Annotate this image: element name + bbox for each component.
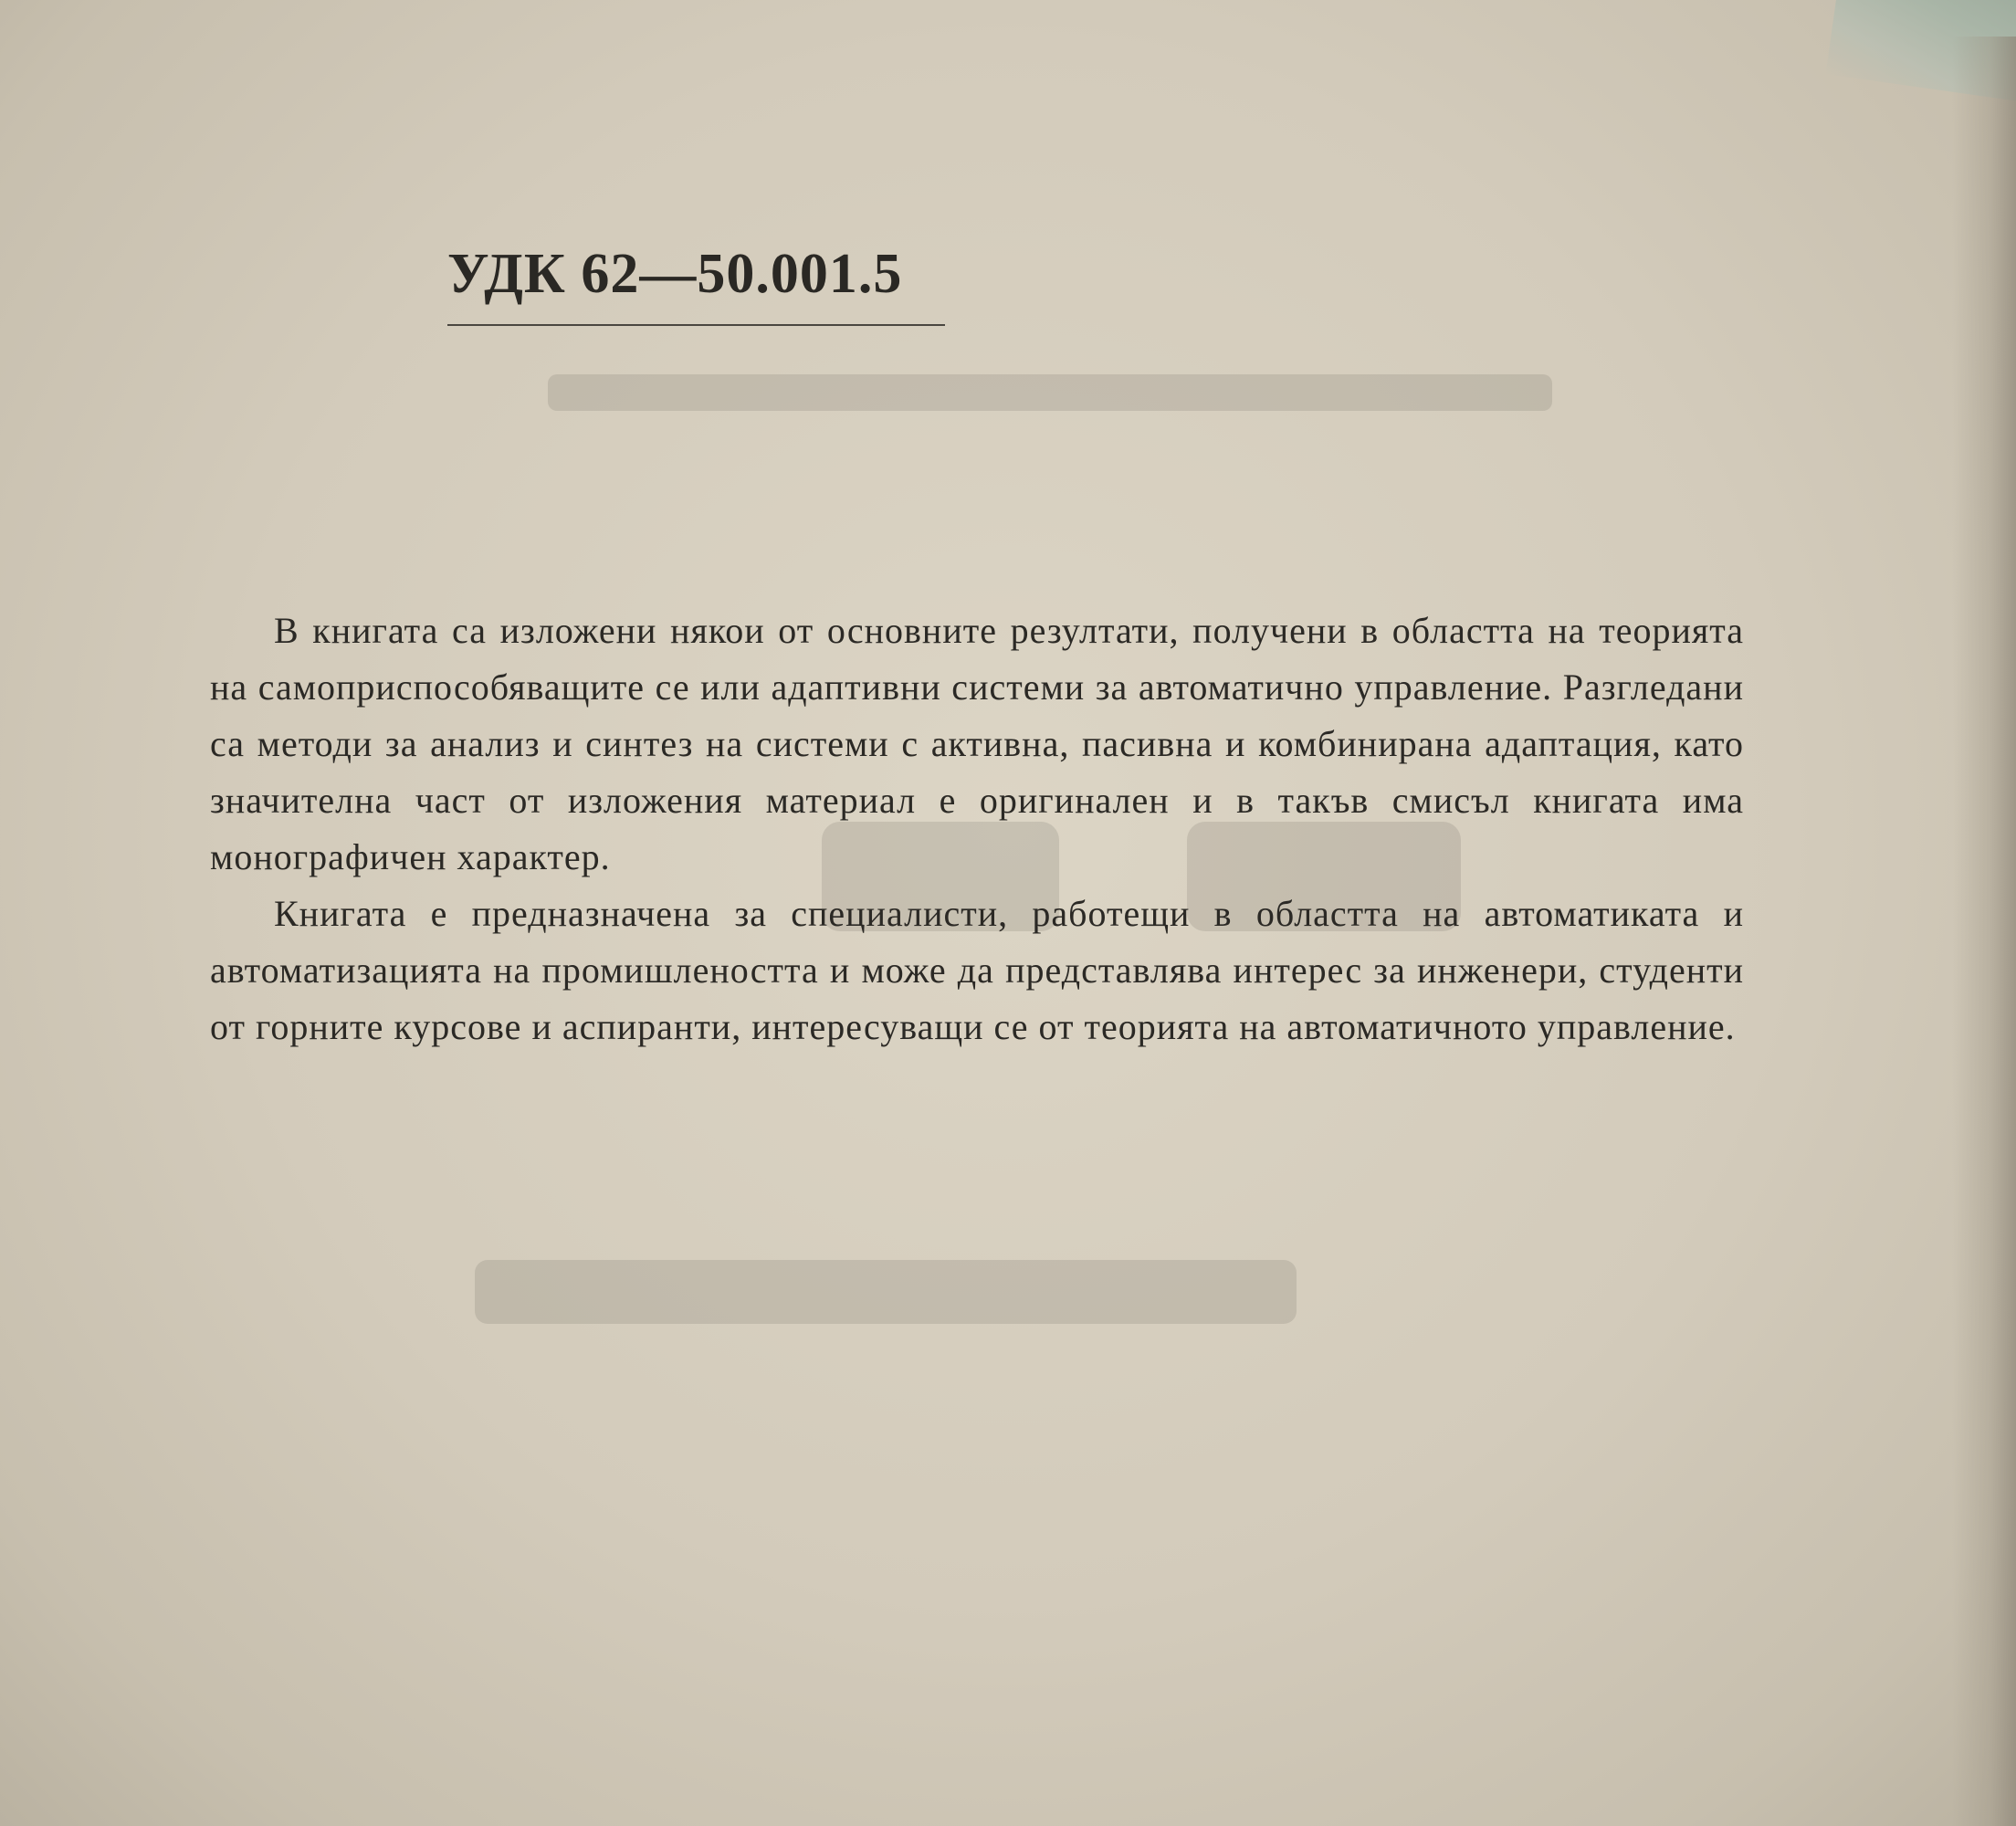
annotation-text (210, 603, 1744, 1055)
page-edge-shadow (1952, 37, 2016, 1826)
udk-underline (447, 324, 945, 326)
udk-classification: УДК 62—50.001.5 (447, 243, 903, 305)
annotation-paragraph: В книгата са изложени някои от основните резултати, получени в областта на теорията на самоприспособяващите се или адаптивни системи за автоматично управление. Разгледани са методи за анализ и синтез на системи с активна, пасивна и комбинирана адаптация, като значителна част от изложения материал е оригинален и в такъв смисъл книгата има монографичен характер. (210, 610, 1744, 877)
annotation-paragraph: Книгата е предназначена за специалисти, работещи в областта на автоматиката и автоматизацията на промишлеността и може да представлява интерес за инженери, студенти от горните курсове и аспиранти, интересуващи се от теорията на автоматичното управление. (210, 893, 1744, 1047)
